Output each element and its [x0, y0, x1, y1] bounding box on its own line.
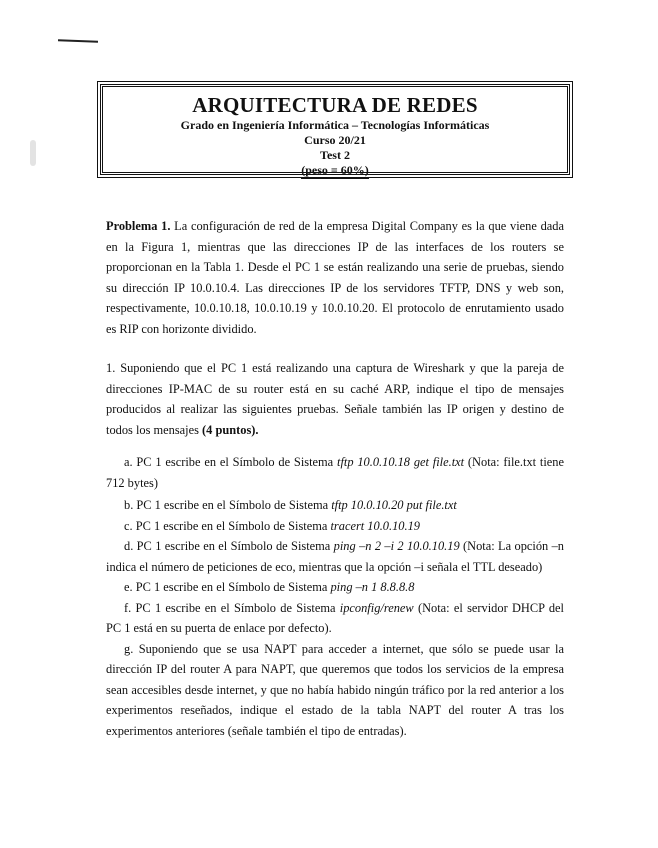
scan-smudge	[30, 140, 36, 166]
exam-header	[100, 84, 570, 175]
item-b	[106, 495, 564, 516]
course-line: Curso 20/21	[304, 133, 366, 147]
item-c-text: c. PC 1 escribe en el Símbolo de Sistema	[124, 518, 331, 533]
weight-line-wrap	[103, 163, 567, 179]
item-d-command: ping –n 2 –i 2 10.0.10.19	[333, 539, 460, 553]
item-f	[106, 598, 564, 639]
question-items	[106, 452, 564, 741]
weight-line: (peso = 60%)	[301, 163, 369, 177]
item-e-command: ping –n 1 8.8.8.8	[330, 580, 415, 594]
item-d-note: (Nota: La opción –n indica el número de peticiones de eco, mientras que la opción –i señala el TTL deseado)	[106, 539, 564, 574]
test-line: Test 2	[320, 148, 350, 162]
item-g	[106, 639, 564, 742]
item-d-text: d. PC 1 escribe en el Símbolo de Sistema	[124, 539, 334, 553]
question-1	[106, 358, 564, 440]
item-f-command: ipconfig/renew	[339, 600, 414, 615]
item-a	[106, 452, 564, 493]
item-c-command: tracert 10.0.10.19	[330, 518, 420, 533]
item-b-command: tftp 10.0.10.20 put file.txt	[331, 498, 457, 512]
problem-statement	[106, 216, 564, 339]
item-d	[106, 536, 564, 577]
question-1-points: (4 puntos).	[202, 422, 259, 437]
item-e-text: e. PC 1 escribe en el Símbolo de Sistema	[124, 580, 331, 594]
item-a-text: a. PC 1 escribe en el Símbolo de Sistema	[124, 455, 337, 469]
question-1-text: 1. Suponiendo que el PC 1 está realizando una captura de Wireshark y que la pareja de direcciones IP-MAC de su router está en su caché ARP, indique el tipo de mensajes producidos al realizar las siguientes pruebas. Señale también las IP origen y destino de todos los mensajes	[106, 361, 564, 437]
problem-text: La configuración de red de la empresa Digital Company es la que viene dada en la Figura 1, mientras que las direcciones IP de las interfaces de los routers se proporcionan en la Tabla 1. Desde el PC 1 se están realizando una serie de pruebas, siendo su dirección IP 10.0.10.4. Las direcciones IP de los servidores TFTP, DNS y web son, respectivamente, 10.0.10.18, 10.0.10.19 y 10.0.10.20. El protocolo de enrutamiento usado es RIP con horizonte dividido.	[106, 219, 564, 336]
item-a-note: (Nota: file.txt tiene 712 bytes)	[106, 455, 564, 490]
degree-line: Grado en Ingeniería Informática – Tecnologías Informáticas	[180, 118, 490, 132]
scan-mark	[58, 39, 98, 42]
item-b-text: b. PC 1 escribe en el Símbolo de Sistema	[124, 498, 332, 512]
item-f-text: f. PC 1 escribe en el Símbolo de Sistema	[124, 600, 340, 615]
exam-title: ARQUITECTURA DE REDES	[192, 93, 478, 117]
problem-label: Problema 1.	[106, 219, 171, 233]
item-c	[106, 516, 564, 537]
item-e	[106, 577, 564, 598]
item-g-text: g. Suponiendo que se usa NAPT para acceder a internet, que sólo se puede usar la dirección IP del router A para NAPT, que queremos que todos los servicios de la empresa sean accesibles desde internet, y que no había habido ningún tráfico por la red anterior a los experimentos reseñados, indique el estado de la tabla NAPT del router A tras los experimentos anteriores (señale también el tipo de entradas).	[106, 641, 564, 738]
item-f-note: (Nota: el servidor DHCP del PC 1 está en su puerta de enlace por defecto).	[106, 600, 564, 635]
item-a-command: tftp 10.0.10.18 get file.txt	[337, 455, 465, 469]
